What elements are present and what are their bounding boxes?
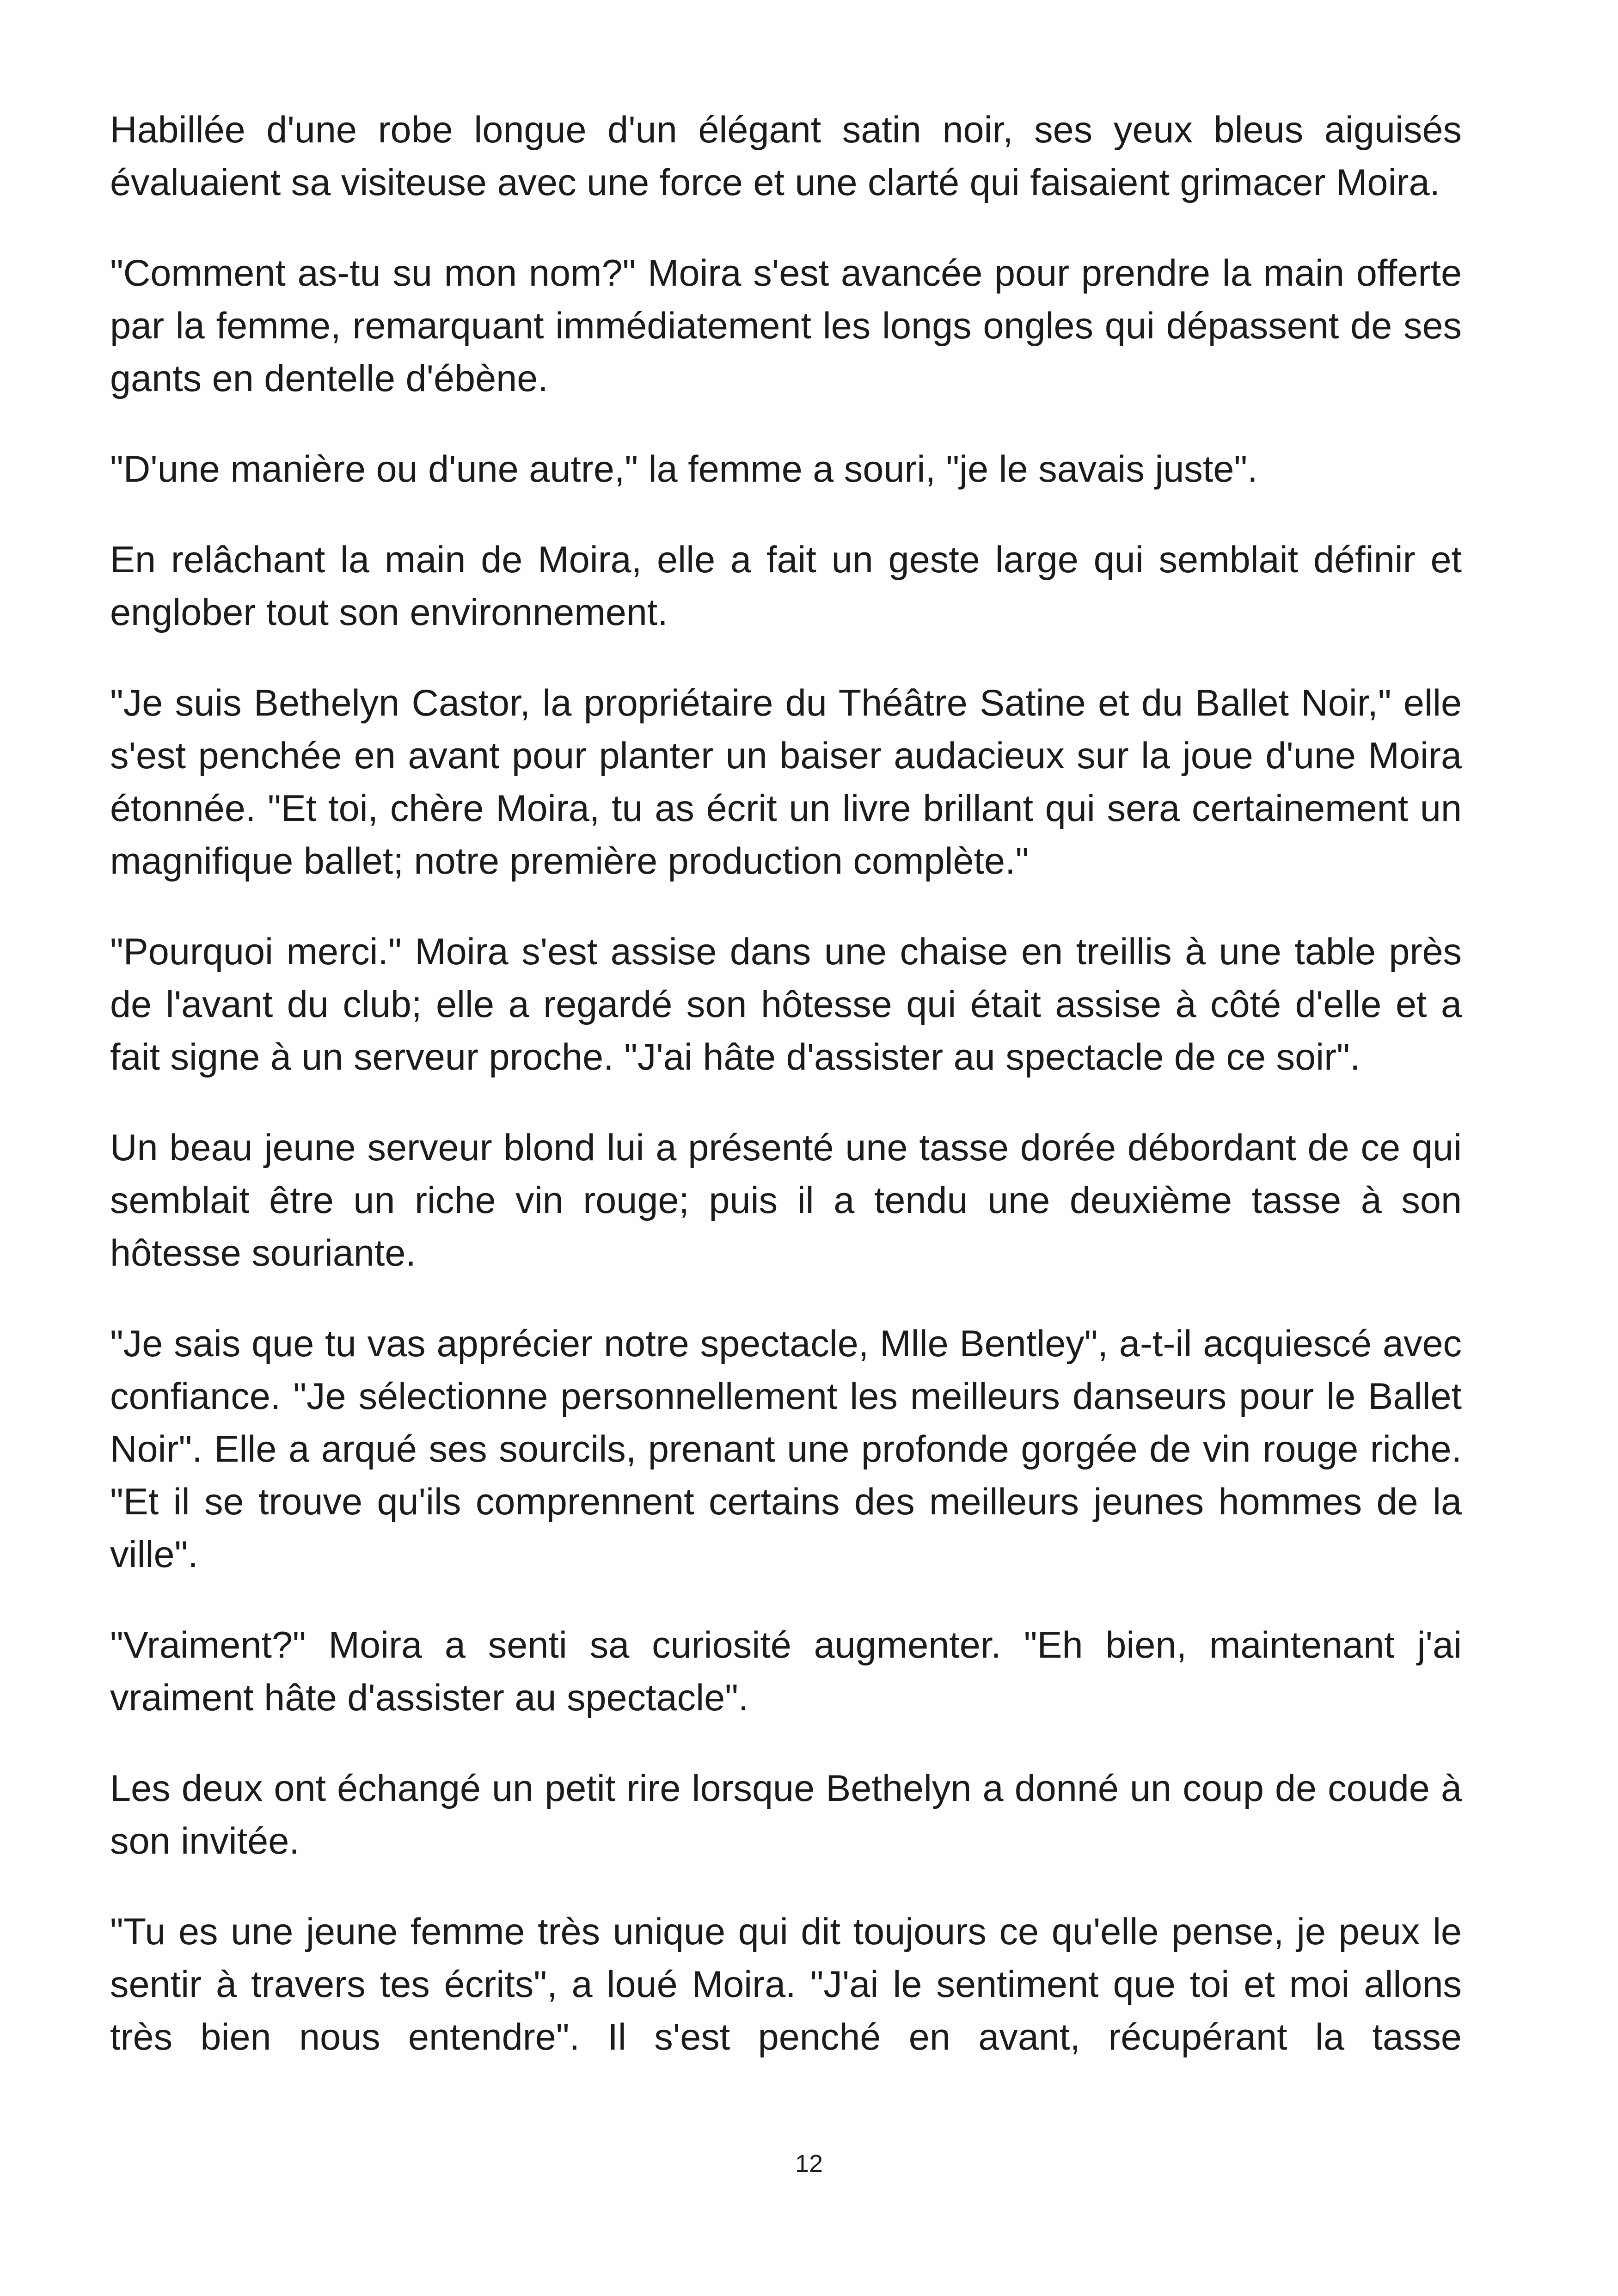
paragraph: "Comment as-tu su mon nom?" Moira s'est avancée pour prendre la main offerte par la femme, remarquant immédiatement les longs ongles qui dépassent de ses gants en dentelle d'ébène. (110, 252, 1462, 399)
paragraph: "Vraiment?" Moira a senti sa curiosité augmenter. "Eh bien, maintenant j'ai vraiment hâte d'assister au spectacle". (110, 1624, 1462, 1719)
page-number: 12 (795, 2150, 823, 2178)
paragraph: "D'une manière ou d'une autre," la femme a souri, "je le savais juste". (110, 448, 1258, 490)
paragraph: "Tu es une jeune femme très unique qui dit toujours ce qu'elle pense, je peux le sentir à travers tes écrits", a loué Moira. "J'ai le sentiment que toi et moi allons très bien nous entendre". Il s'est penché en avant, récupérant la tasse (110, 1911, 1462, 2058)
paragraph: "Je sais que tu vas apprécier notre spectacle, Mlle Bentley", a-t-il acquiescé avec confiance. "Je sélectionne personnellement les meilleurs danseurs pour le Ballet Noir". Elle a arqué ses sourcils, prenant une profonde gorgée de vin rouge riche. "Et il se trouve qu'ils comprennent certains des meilleurs jeunes hommes de la ville". (110, 1323, 1462, 1575)
paragraph: Habillée d'une robe longue d'un élégant satin noir, ses yeux bleus aiguisés évaluaient sa visiteuse avec une force et une clarté qui faisaient grimacer Moira. (110, 109, 1462, 203)
paragraph: "Je suis Bethelyn Castor, la propriétaire du Théâtre Satine et du Ballet Noir," elle s'est penchée en avant pour planter un baiser audacieux sur la joue d'une Moira étonnée. "Et toi, chère Moira, tu as écrit un livre brillant qui sera certainement un magnifique ballet; notre première production complète." (110, 682, 1462, 882)
paragraph: Les deux ont échangé un petit rire lorsque Bethelyn a donné un coup de coude à son invitée. (110, 1768, 1462, 1862)
paragraph: "Pourquoi merci." Moira s'est assise dans une chaise en treillis à une table près de l'avant du club; elle a regardé son hôtesse qui était assise à côté d'elle et a fait signe à un serveur proche. "J'ai hâte d'assister au spectacle de ce soir". (110, 931, 1462, 1078)
paragraph: En relâchant la main de Moira, elle a fait un geste large qui semblait définir et englober tout son environnement. (110, 539, 1462, 633)
paragraph: Un beau jeune serveur blond lui a présenté une tasse dorée débordant de ce qui semblait être un riche vin rouge; puis il a tendu une deuxième tasse à son hôtesse souriante. (110, 1127, 1462, 1274)
body-text (110, 104, 1462, 2063)
